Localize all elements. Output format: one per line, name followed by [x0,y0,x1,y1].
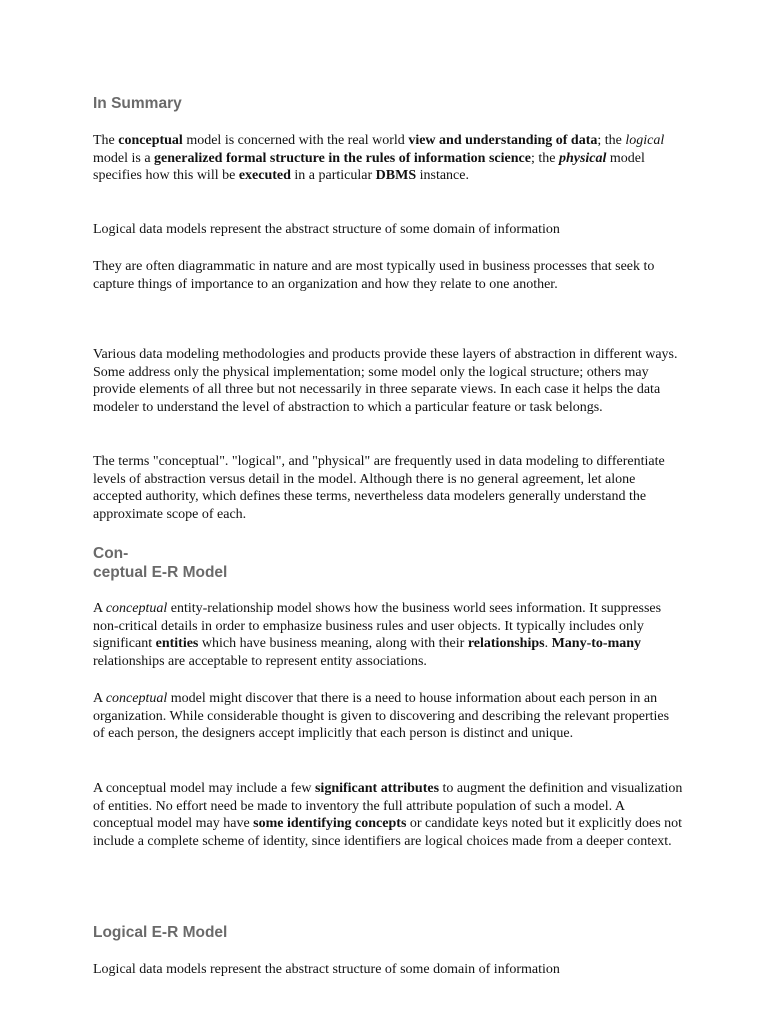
italic-run: conceptual [105,691,168,706]
text-run: or candidate keys noted but it explicitly does not include a complete scheme of identity, since identifiers are logical choices made from a deeper context. [93,816,683,849]
text-run: The [93,133,119,148]
bold-run: conceptual [118,133,183,148]
bold-run: entities [155,636,199,652]
bold-run: some identifying concepts [253,816,407,832]
heading-line: Con- [93,545,129,562]
heading-line: ceptual E-R Model [93,564,228,581]
text-run: in a particular [290,168,376,184]
logical-intro-paragraph: Logical data models represent the abstract structure of some domain of information [93,222,560,237]
methodologies-paragraph: Various data modeling methodologies and products provide these layers of abstraction in different ways. Some address only the physical implementation; some model only the logical structure; others may provide elements of all three but not necessarily in three separate views. In each case it helps the data modeler to understand the level of abstraction to which a particular feature or task belongs. [93,347,678,415]
text-run: instance. [416,168,469,184]
text-run: model specifies how this will be [93,150,645,184]
bold-run: significant attributes [314,781,440,796]
conceptual-paragraph-1 [93,600,683,670]
text-run: ; the [530,150,559,166]
bold-italic-run: physical [558,150,607,166]
conceptual-paragraph-2 [93,690,683,743]
diagrammatic-paragraph: They are often diagrammatic in nature and are most typically used in business processes that seek to capture things of importance to an organization and how they relate to one another. [93,259,655,292]
heading-in-summary: In Summary [93,95,182,112]
text-run: . [544,636,552,652]
text-run: A [93,691,106,706]
italic-run: logical [625,133,665,148]
text-run: A [93,601,106,616]
heading-logical-er-model: Logical E-R Model [93,924,228,941]
conceptual-paragraph-3 [93,780,683,850]
text-run: ; the [597,133,626,148]
text-run: model might discover that there is a need to house information about each person in an organization. While considerable thought is given to discovering and describing the relevant properties of each person, the designers accept implicitly that each person is distinct and unique. [93,691,670,742]
bold-run: generalized formal structure in the rules of information science [154,150,531,166]
italic-run: conceptual [105,601,168,616]
text-run: to augment the definition and visualization of entities. No effort need be made to inventory the full attribute population of such a model. A conceptual model may have [93,781,683,832]
text-run: model is a [93,150,155,166]
bold-run: executed [238,168,291,184]
bold-run: view and understanding of data [408,133,598,148]
text-run: relationships are acceptable to represent entity associations. [93,653,427,669]
summary-paragraph [93,132,683,185]
bold-run: DBMS [375,168,417,184]
logical-paragraph: Logical data models represent the abstract structure of some domain of information [93,962,560,977]
text-run: entity-relationship model shows how the business world sees information. It suppresses non-critical details in order to emphasize business rules and user objects. It typically includes only significant [93,601,662,652]
text-run: model is concerned with the real world [182,133,409,148]
text-run: which have business meaning, along with their [198,636,468,652]
text-run: A conceptual model may include a few [93,781,315,796]
heading-conceptual-er-model [93,544,227,582]
bold-run: relationships [467,636,545,652]
terms-paragraph: The terms "conceptual". "logical", and "physical" are frequently used in data modeling to differentiate levels of abstraction versus detail in the model. Although there is no general agreement, let alone accepted authority, which defines these terms, nevertheless data modelers generally understand the approximate scope of each. [93,454,665,522]
bold-run: Many-to-many [551,636,642,652]
